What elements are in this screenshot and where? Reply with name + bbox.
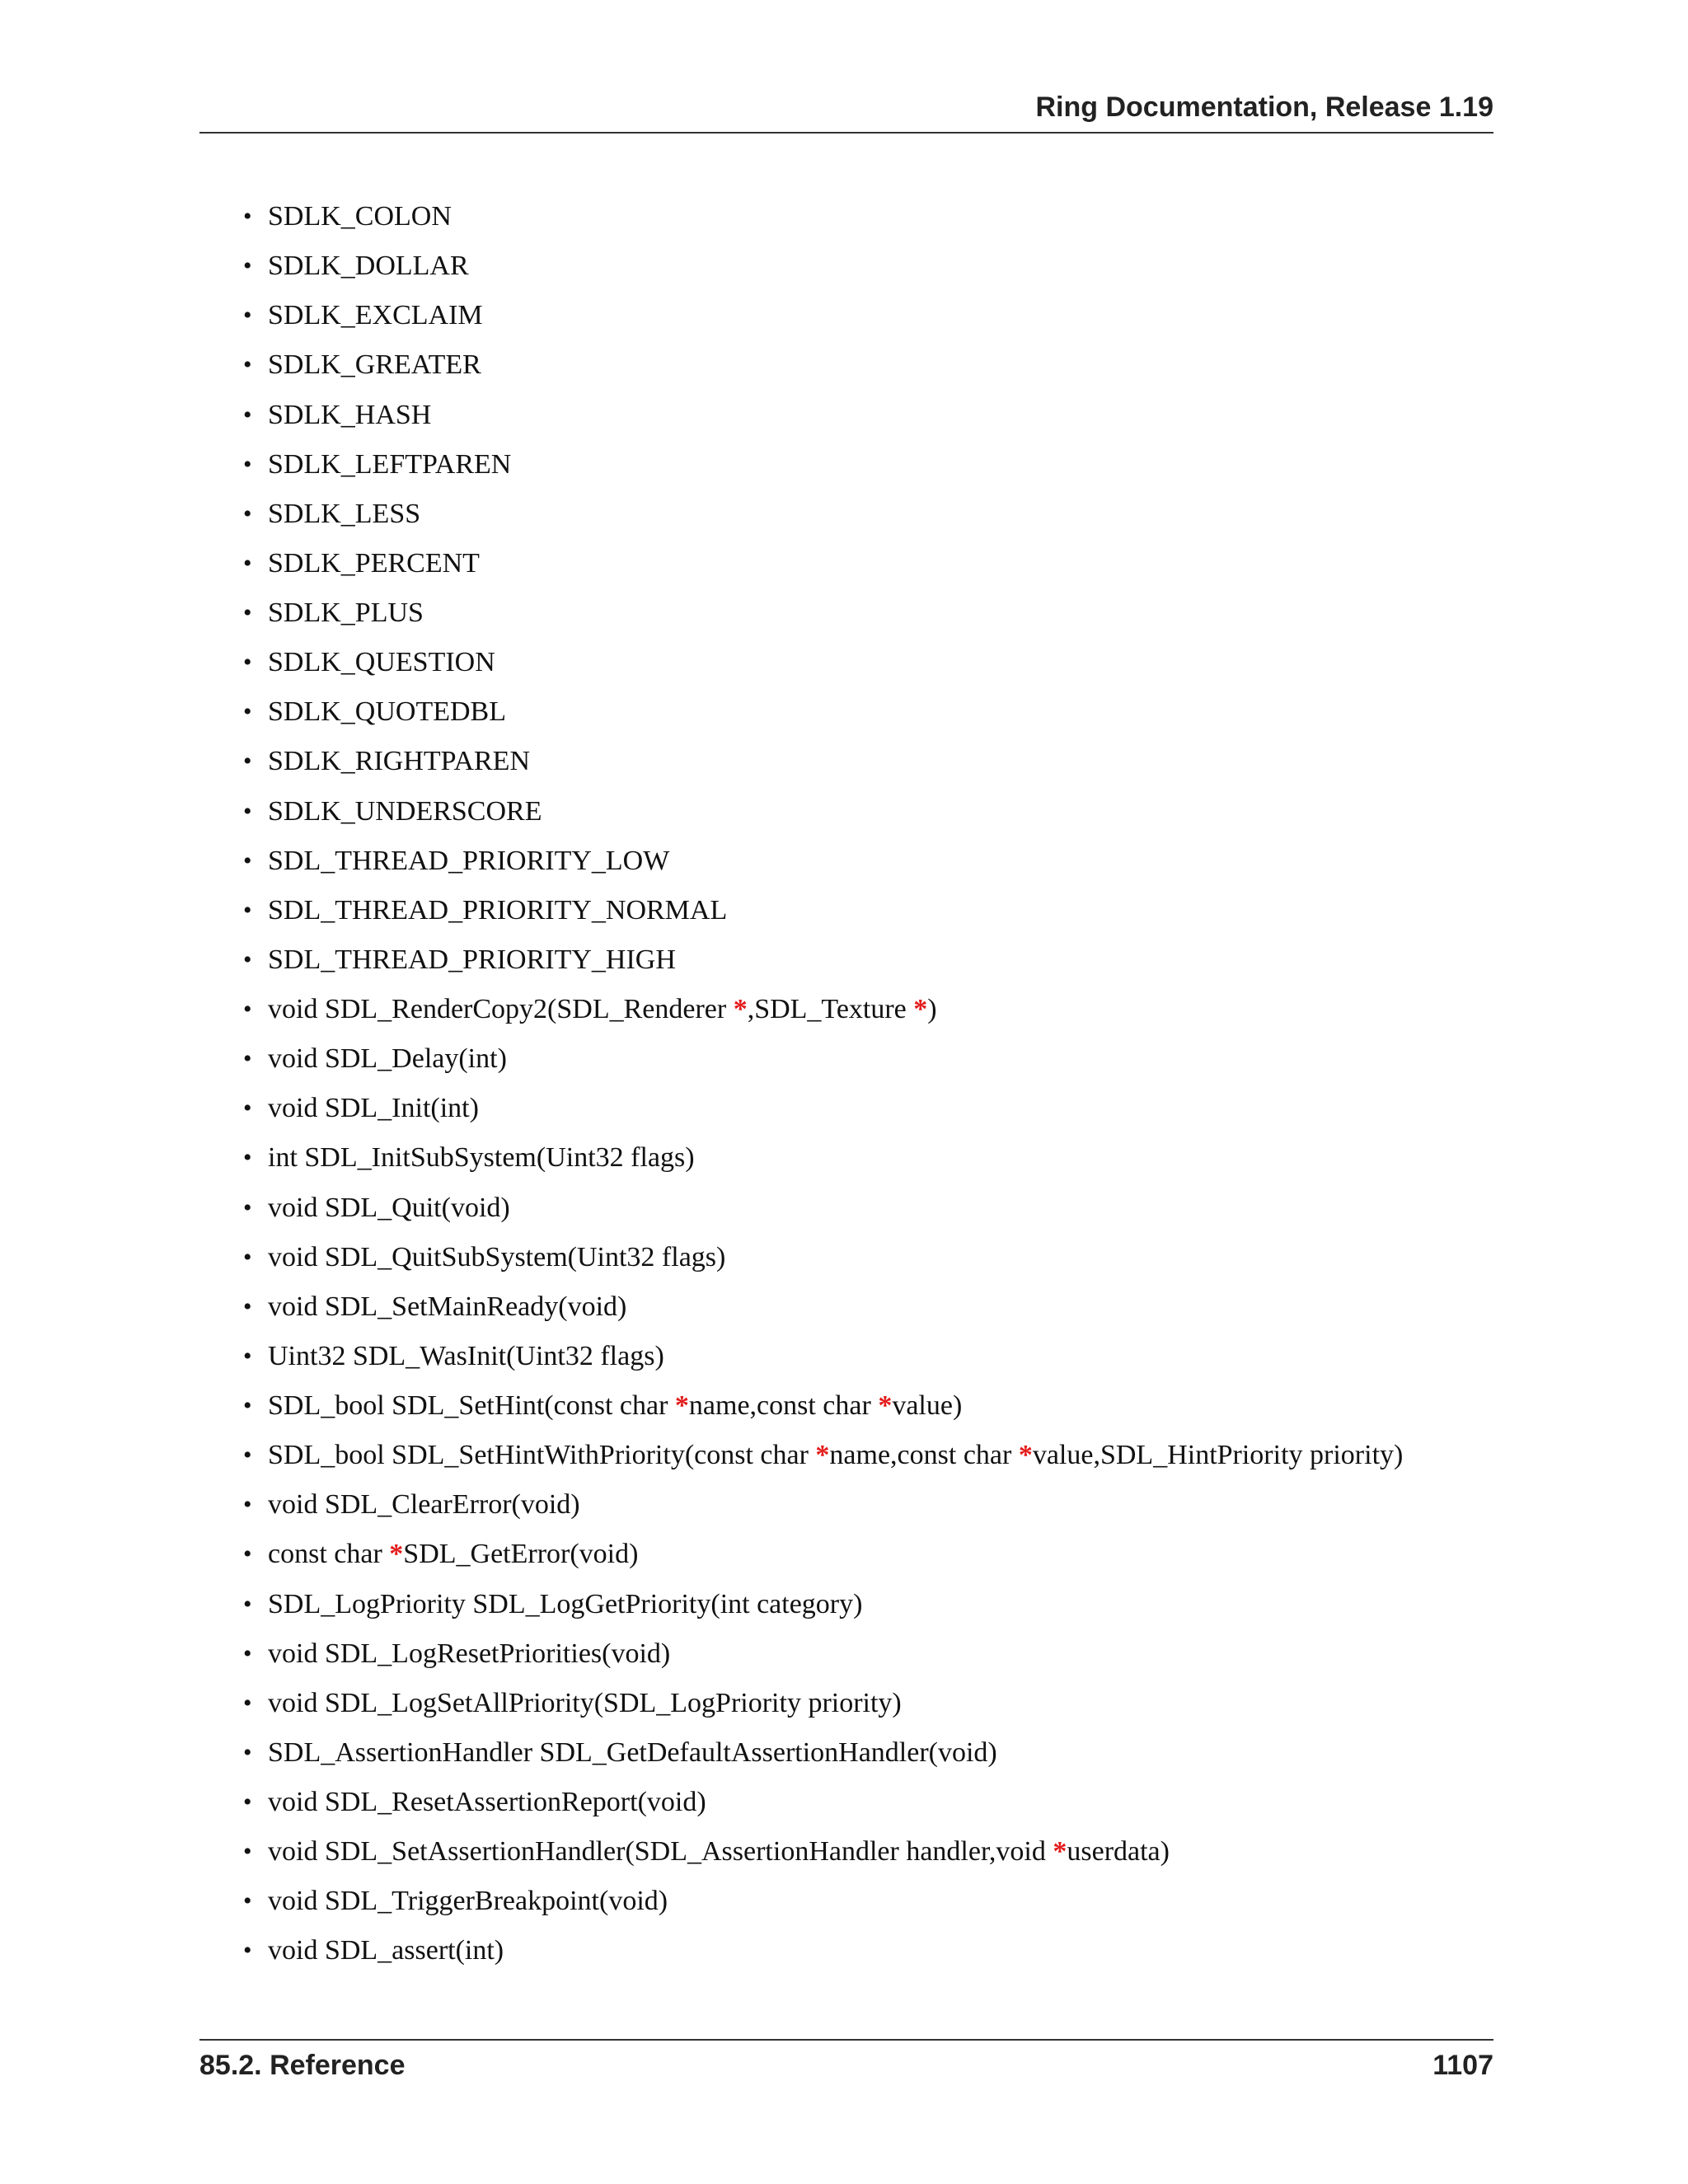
list-item-text: SDLK_PLUS (268, 598, 424, 628)
bullet-icon: • (243, 252, 252, 280)
bullet-icon: • (243, 1639, 252, 1667)
document-title: Ring Documentation, Release 1.19 (1035, 91, 1493, 123)
list-item (243, 985, 1403, 1034)
pointer-star: * (674, 1390, 689, 1421)
list-item (243, 291, 1403, 340)
list-item (243, 1034, 1403, 1084)
bullet-icon: • (243, 1441, 252, 1469)
list-item-text: Uint32 SDL_WasInit(Uint32 flags) (268, 1340, 664, 1371)
list-item-text: void SDL_ClearError(void) (268, 1489, 580, 1521)
list-item-text: value,SDL_HintPriority priority) (1032, 1440, 1404, 1471)
list-item-text: void SDL_Quit(void) (268, 1192, 510, 1223)
list-item-text: void SDL_RenderCopy2(SDL_Renderer (268, 994, 734, 1024)
page-number: 1107 (1432, 2050, 1493, 2081)
list-item-text: SDL_LogPriority SDL_LogGetPriority(int category) (268, 1588, 863, 1619)
list-item (243, 935, 1403, 985)
bullet-icon: • (243, 1689, 252, 1717)
list-item-text: void SDL_LogSetAllPriority(SDL_LogPriority priority) (268, 1687, 902, 1718)
bullet-icon: • (243, 797, 252, 825)
pointer-star: * (1053, 1836, 1067, 1868)
bullet-icon: • (243, 1590, 252, 1618)
bullet-icon: • (243, 1094, 252, 1122)
list-item-text: void SDL_Init(int) (268, 1093, 479, 1124)
list-item-text: SDLK_EXCLAIM (268, 300, 483, 331)
list-item (243, 1827, 1403, 1877)
list-item-text: ) (927, 994, 937, 1024)
bullet-icon: • (243, 401, 252, 429)
list-item-text: const char (268, 1539, 390, 1570)
list-item-text: SDL_bool SDL_SetHint(const char (268, 1390, 675, 1421)
list-item (243, 787, 1403, 837)
list-item (243, 1679, 1403, 1728)
bullet-icon: • (243, 1392, 252, 1419)
list-item-text: SDLK_QUOTEDBL (268, 696, 506, 728)
list-item-text: SDL_AssertionHandler SDL_GetDefaultAssertionHandler(void) (268, 1736, 997, 1768)
bullet-icon: • (243, 1045, 252, 1073)
list-item-text: void SDL_Delay(int) (268, 1043, 507, 1075)
list-item-text: SDLK_RIGHTPAREN (268, 746, 531, 777)
list-item-text: value) (892, 1390, 963, 1421)
list-item (243, 490, 1403, 539)
list-item (243, 1282, 1403, 1332)
list-item-text: SDLK_COLON (268, 201, 452, 232)
bullet-icon: • (243, 351, 252, 379)
list-item (243, 192, 1403, 241)
bullet-icon: • (243, 1937, 252, 1965)
bullet-icon: • (243, 499, 252, 527)
bullet-icon: • (243, 549, 252, 577)
bullet-icon: • (243, 1738, 252, 1766)
bullet-icon: • (243, 1342, 252, 1370)
bullet-icon: • (243, 896, 252, 924)
list-item (243, 539, 1403, 588)
bullet-icon: • (243, 1491, 252, 1519)
list-item (243, 1530, 1403, 1579)
bullet-icon: • (243, 945, 252, 973)
list-item (243, 1877, 1403, 1926)
list-item-text: void SDL_LogResetPriorities(void) (268, 1638, 671, 1669)
list-item (243, 1332, 1403, 1381)
reference-list (243, 192, 1403, 1976)
bullet-icon: • (243, 1243, 252, 1271)
list-item-text: SDLK_HASH (268, 399, 432, 430)
pointer-star: * (913, 994, 928, 1024)
bullet-icon: • (243, 1193, 252, 1221)
bullet-icon: • (243, 1838, 252, 1866)
list-item-text: SDL_THREAD_PRIORITY_HIGH (268, 944, 676, 975)
bullet-icon: • (243, 1540, 252, 1568)
list-item-text: void SDL_SetMainReady(void) (268, 1291, 627, 1322)
list-item-text: void SDL_QuitSubSystem(Uint32 flags) (268, 1241, 726, 1272)
list-item-text: SDLK_QUESTION (268, 647, 495, 678)
pointer-star: * (1018, 1440, 1033, 1471)
list-item-text: void SDL_ResetAssertionReport(void) (268, 1787, 706, 1817)
bullet-icon: • (243, 996, 252, 1023)
list-item (243, 638, 1403, 687)
bullet-icon: • (243, 450, 252, 478)
list-item-text: SDLK_LEFTPAREN (268, 448, 512, 480)
list-item (243, 1480, 1403, 1530)
list-item (243, 1133, 1403, 1183)
section-title: 85.2. Reference (199, 2050, 406, 2081)
list-item-text: void SDL_assert(int) (268, 1935, 504, 1966)
list-item (243, 440, 1403, 490)
list-item (243, 886, 1403, 935)
list-item (243, 391, 1403, 440)
bullet-icon: • (243, 1144, 252, 1172)
list-item (243, 1926, 1403, 1975)
list-item-text: int SDL_InitSubSystem(Uint32 flags) (268, 1142, 695, 1174)
list-item-text: SDLK_UNDERSCORE (268, 795, 542, 827)
list-item-text: void SDL_SetAssertionHandler(SDL_AssertionHandler handler,void (268, 1836, 1053, 1868)
list-item (243, 1728, 1403, 1778)
bullet-icon: • (243, 748, 252, 776)
list-item-text: SDL_THREAD_PRIORITY_NORMAL (268, 894, 728, 926)
bullet-icon: • (243, 1788, 252, 1816)
bullet-icon: • (243, 599, 252, 626)
bullet-icon: • (243, 649, 252, 677)
list-item (243, 837, 1403, 886)
bullet-icon: • (243, 1292, 252, 1320)
list-item-text: userdata) (1067, 1836, 1170, 1868)
list-item (243, 687, 1403, 737)
list-item (243, 1183, 1403, 1233)
bullet-icon: • (243, 698, 252, 726)
list-item-text: void SDL_TriggerBreakpoint(void) (268, 1886, 668, 1917)
page-footer (199, 2039, 1493, 2090)
bullet-icon: • (243, 302, 252, 330)
list-item-text: SDLK_DOLLAR (268, 251, 469, 282)
bullet-icon: • (243, 1887, 252, 1915)
pointer-star: * (815, 1440, 830, 1471)
list-item-text: SDL_bool SDL_SetHintWithPriority(const char (268, 1440, 816, 1471)
pointer-star: * (878, 1390, 893, 1421)
list-item-text: SDLK_LESS (268, 498, 421, 529)
list-item (243, 588, 1403, 638)
bullet-icon: • (243, 203, 252, 230)
list-item-text: name,const char (829, 1440, 1019, 1471)
pointer-star: * (733, 994, 748, 1024)
list-item (243, 1381, 1403, 1431)
list-item (243, 1778, 1403, 1827)
list-item (243, 1629, 1403, 1679)
list-item (243, 1431, 1403, 1480)
list-item (243, 1084, 1403, 1133)
list-item (243, 241, 1403, 291)
list-item-text: SDL_GetError(void) (403, 1539, 639, 1570)
list-item (243, 340, 1403, 390)
page-header (199, 89, 1493, 134)
list-item (243, 1233, 1403, 1282)
list-item (243, 1580, 1403, 1629)
list-item-text: SDLK_GREATER (268, 349, 481, 381)
list-item (243, 737, 1403, 786)
list-item-text: name,const char (688, 1390, 879, 1421)
list-item-text: ,SDL_Texture (747, 994, 914, 1024)
pointer-star: * (389, 1539, 404, 1570)
list-item-text: SDLK_PERCENT (268, 547, 480, 579)
list-item-text: SDL_THREAD_PRIORITY_LOW (268, 845, 670, 876)
bullet-icon: • (243, 846, 252, 874)
